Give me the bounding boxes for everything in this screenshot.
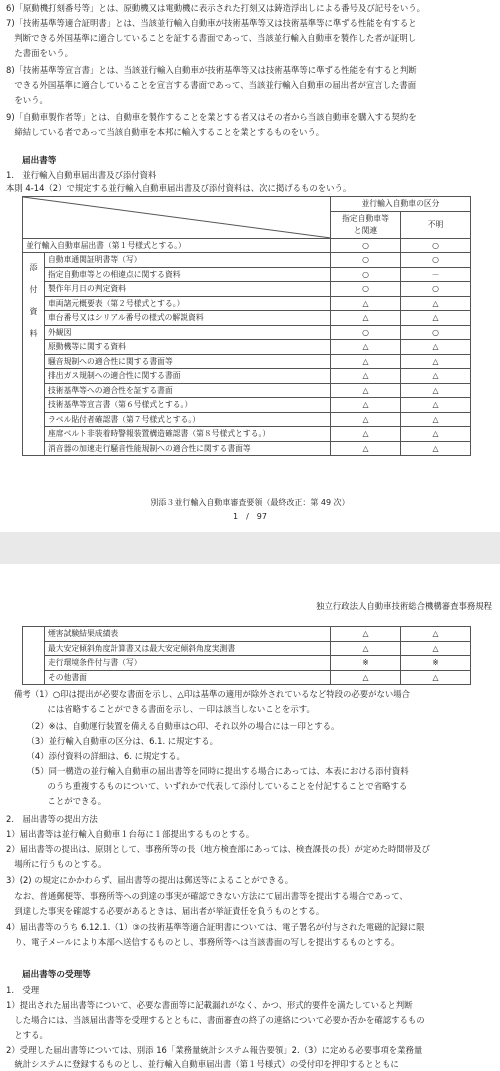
table-row bbox=[23, 369, 471, 384]
table-row bbox=[23, 253, 471, 268]
attachments-table bbox=[22, 196, 471, 456]
row-label: 車台番号又はシリアル番号の様式の解説資料 bbox=[45, 311, 331, 326]
row-label: 技術基準等宣言書（第６号様式とする。） bbox=[45, 398, 331, 413]
row-label: 自動車通関証明書等（写） bbox=[45, 253, 331, 268]
table-row bbox=[23, 427, 471, 442]
body-line: 場所に行うものとする。 bbox=[6, 859, 107, 869]
item-heading: 1. 受理 bbox=[6, 985, 40, 995]
cell-related: ○ bbox=[331, 282, 401, 297]
row-label: 走行環境条件付与書（写） bbox=[45, 656, 331, 671]
cell-related: △ bbox=[331, 641, 401, 656]
cell-unknown: △ bbox=[401, 340, 471, 355]
page-header: 独立行政法人自動車技術総合機構審査事務規程 bbox=[316, 601, 492, 611]
cell-related: △ bbox=[331, 311, 401, 326]
body-line: した場合には、当該届出書等を受理するとともに、書面審査の終了の連絡について必要か否かを確認するもの bbox=[6, 1015, 425, 1025]
body-line: 2）受理した届出書等については、別添 16「業務量統計システム報告要領」2.（3）に定める必要事項を業務量 bbox=[6, 1045, 423, 1055]
table-row bbox=[23, 398, 471, 413]
cell-unknown: △ bbox=[401, 383, 471, 398]
page-number: 1 / 97 bbox=[233, 512, 267, 521]
table-row bbox=[23, 282, 471, 297]
body-line: 統計システムに登録するものとし、並行輸入自動車届出書（第１号様式）の受付印を押印するとともに bbox=[6, 1059, 399, 1069]
item-heading: 1. 並行輸入自動車届出書及び添付資料 bbox=[6, 170, 157, 180]
item-description: 本則 4-14（2）で規定する並行輸入自動車届出書及び添付資料は、次に掲げるものをいう。 bbox=[6, 183, 352, 193]
cell-related: ○ bbox=[331, 253, 401, 268]
cell-related: ○ bbox=[331, 267, 401, 282]
definition-line: 判断できる外国基準に適合していることを証する書面であって、当該並行輸入自動車を製作した者が証明し bbox=[6, 33, 417, 43]
cell-unknown: △ bbox=[401, 427, 471, 442]
table-row bbox=[23, 627, 471, 642]
body-line: なお、普通郵便等、事務所等への到達の事実が確認できない方法にて届出書等を提出する場合であって、 bbox=[6, 891, 408, 901]
cell-unknown: △ bbox=[401, 354, 471, 369]
note-line: （2）※は、自動運行装置を備える自動車は○印、それ以外の場合には－印とする。 bbox=[14, 721, 340, 731]
item-heading: 2. 届出書等の提出方法 bbox=[6, 814, 98, 824]
column-header-line: と関連 bbox=[353, 225, 378, 235]
row-label: 外観図 bbox=[45, 325, 331, 340]
definition-line: 7)「技術基準等適合証明書」とは、当該並行輸入自動車が技術基準等又は技術基準等に準ずる性能を有すると bbox=[6, 18, 417, 28]
cell-unknown: △ bbox=[401, 398, 471, 413]
table-row bbox=[23, 441, 471, 456]
definition-line: 締結している者であって当該自動車を本邦に輸入することを業とするものをいう。 bbox=[6, 127, 325, 137]
row-label: ラベル貼付者確認書（第７号様式とする。） bbox=[45, 412, 331, 427]
attachments-table-continued bbox=[22, 626, 471, 685]
row-label: 最大安定傾斜角度計算書又は最大安定傾斜角度実測書 bbox=[45, 641, 331, 656]
table-corner-cell bbox=[23, 197, 331, 239]
table-row bbox=[23, 238, 471, 253]
row-label: 原動機等に関する資料 bbox=[45, 340, 331, 355]
cell-related: △ bbox=[331, 369, 401, 384]
body-line: 4）届出書等のうち 6.12.1.（1）③の技術基準等適合証明書については、電子署名が付与された電磁的記録に限 bbox=[6, 922, 425, 932]
body-line: り、電子メールにより本部へ送信するものとし、事務所等へは当該書面の写しを提出するものとする。 bbox=[6, 937, 400, 947]
side-label-text: 添付資料 bbox=[29, 263, 38, 338]
table-row bbox=[23, 296, 471, 311]
cell-unknown: △ bbox=[401, 412, 471, 427]
section-title: 届出書等の受理等 bbox=[22, 970, 91, 980]
cell-unknown: △ bbox=[401, 670, 471, 685]
table-row bbox=[23, 670, 471, 685]
table-row bbox=[23, 383, 471, 398]
table-row bbox=[23, 641, 471, 656]
table-row bbox=[23, 340, 471, 355]
row-label: 排出ガス規制への適合性に関する書面 bbox=[45, 369, 331, 384]
cell-unknown: ○ bbox=[401, 282, 471, 297]
column-header-related bbox=[331, 211, 401, 238]
side-label-attachments bbox=[23, 253, 45, 456]
page-separator bbox=[0, 532, 500, 564]
cell-related: ※ bbox=[331, 656, 401, 671]
note-line: （5）同一構造の並行輸入自動車の届出書等を同時に提出する場合にあっては、本表における添付資料 bbox=[14, 766, 409, 776]
page-footer-title: 別添３並行輸入自動車審査要領（最終改正：第 49 次） bbox=[150, 498, 350, 507]
column-header-unknown: 不明 bbox=[401, 211, 471, 238]
definition-line: た書面をいう。 bbox=[6, 48, 73, 58]
body-line: とする。 bbox=[6, 1030, 48, 1040]
note-line: （3）並行輸入自動車の区分は、6.1. に規定する。 bbox=[14, 736, 219, 746]
cell-unknown: ○ bbox=[401, 238, 471, 253]
table-row bbox=[23, 412, 471, 427]
definition-line: できる外国基準に適合していることを宣言する書面であって、当該並行輸入自動車の届出者が宣言した書面 bbox=[6, 80, 417, 90]
cell-unknown: △ bbox=[401, 441, 471, 456]
cell-unknown: ○ bbox=[401, 325, 471, 340]
body-line: 1）提出された届出書等について、必要な書面等に記載漏れがなく、かつ、形式的要件を満たしていると判断 bbox=[6, 1000, 413, 1010]
definition-line: 6)「原動機打刻番号等」とは、原動機又は電動機に表示された打刻又は鋳造浮出しによる番号及び記号をいう。 bbox=[6, 3, 425, 13]
definition-line: 8)「技術基準等宣言書」とは、当該並行輸入自動車が技術基準等又は技術基準等に準ずる性能を有すると判断 bbox=[6, 65, 417, 75]
document-page-2 bbox=[0, 564, 500, 1069]
cell-unknown: △ bbox=[401, 311, 471, 326]
cell-related: △ bbox=[331, 340, 401, 355]
row-label: 座席ベルト非装着時警報装置構造確認書（第８号様式とする。） bbox=[45, 427, 331, 442]
cell-related: ○ bbox=[331, 238, 401, 253]
cell-unknown: △ bbox=[401, 369, 471, 384]
cell-unknown: △ bbox=[401, 296, 471, 311]
row-label: 騒音規制への適合性に関する書面等 bbox=[45, 354, 331, 369]
cell-unknown: △ bbox=[401, 627, 471, 642]
document-page-1 bbox=[0, 0, 500, 532]
body-line: 到達した事実を確認する必要があるときは、届出者が挙証責任を負うものとする。 bbox=[6, 906, 325, 916]
cell-unknown: ※ bbox=[401, 656, 471, 671]
note-line: （4）添付資料の詳細は、6. に規定する。 bbox=[14, 751, 185, 761]
row-label: 煙害試験結果成績表 bbox=[45, 627, 331, 642]
cell-related: △ bbox=[331, 383, 401, 398]
cell-related: △ bbox=[331, 398, 401, 413]
cell-related: △ bbox=[331, 441, 401, 456]
cell-related: △ bbox=[331, 427, 401, 442]
table-row bbox=[23, 311, 471, 326]
row-label: 製作年月日の判定資料 bbox=[45, 282, 331, 297]
cell-related: △ bbox=[331, 296, 401, 311]
cell-unknown: △ bbox=[401, 641, 471, 656]
row-label: 技術基準等への適合性を証する書面 bbox=[45, 383, 331, 398]
cell-unknown: ○ bbox=[401, 253, 471, 268]
row-label: 車両諸元概要表（第２号様式とする。） bbox=[45, 296, 331, 311]
definition-line: 9)「自動車製作者等」とは、自動車を製作することを業とする者又はその者から当該自動車を購入する契約を bbox=[6, 112, 417, 122]
row-label: 並行輸入自動車届出書（第１号様式とする。） bbox=[23, 238, 331, 253]
column-header-line: 指定自動車等 bbox=[342, 213, 389, 223]
row-label: 指定自動車等との相違点に関する資料 bbox=[45, 267, 331, 282]
body-line: 2）届出書等の提出は、原則として、事務所等の長（地方検査部にあっては、検査課長の長）が定めた時間帯及び bbox=[6, 844, 430, 854]
note-line: 備考（1）○印は提出が必要な書面を示し、△印は基準の適用が除外されているなど特段の必要がない場合 bbox=[14, 689, 410, 699]
body-line: 3）(2) の規定にかかわらず、届出書等の提出は郵送等によることができる。 bbox=[6, 875, 294, 885]
body-line: 1）届出書等は並行輸入自動車１台毎に１部提出するものとする。 bbox=[6, 829, 255, 839]
column-group-header: 並行輸入自動車の区分 bbox=[331, 197, 471, 212]
cell-related: △ bbox=[331, 670, 401, 685]
table-row bbox=[23, 325, 471, 340]
note-line: のうち重複するものについて、いずれかで代表して添付していることを付記することで省略する bbox=[14, 781, 408, 791]
table-row bbox=[23, 656, 471, 671]
definition-line: をいう。 bbox=[6, 95, 48, 105]
note-line: には省略することができる書面を示し、－印は該当しないことを示す。 bbox=[14, 704, 315, 714]
cell-unknown: － bbox=[401, 267, 471, 282]
row-label: その他書面 bbox=[45, 670, 331, 685]
cell-related: ○ bbox=[331, 325, 401, 340]
side-label-cell bbox=[23, 627, 45, 685]
table-row bbox=[23, 354, 471, 369]
section-title: 届出書等 bbox=[22, 156, 57, 166]
cell-related: △ bbox=[331, 354, 401, 369]
cell-related: △ bbox=[331, 627, 401, 642]
table-row bbox=[23, 267, 471, 282]
row-label: 消音器の加速走行騒音性能規制への適合性に関する書面等 bbox=[45, 441, 331, 456]
note-line: ことができる。 bbox=[14, 796, 107, 806]
cell-related: △ bbox=[331, 412, 401, 427]
diagonal-line bbox=[23, 197, 331, 238]
